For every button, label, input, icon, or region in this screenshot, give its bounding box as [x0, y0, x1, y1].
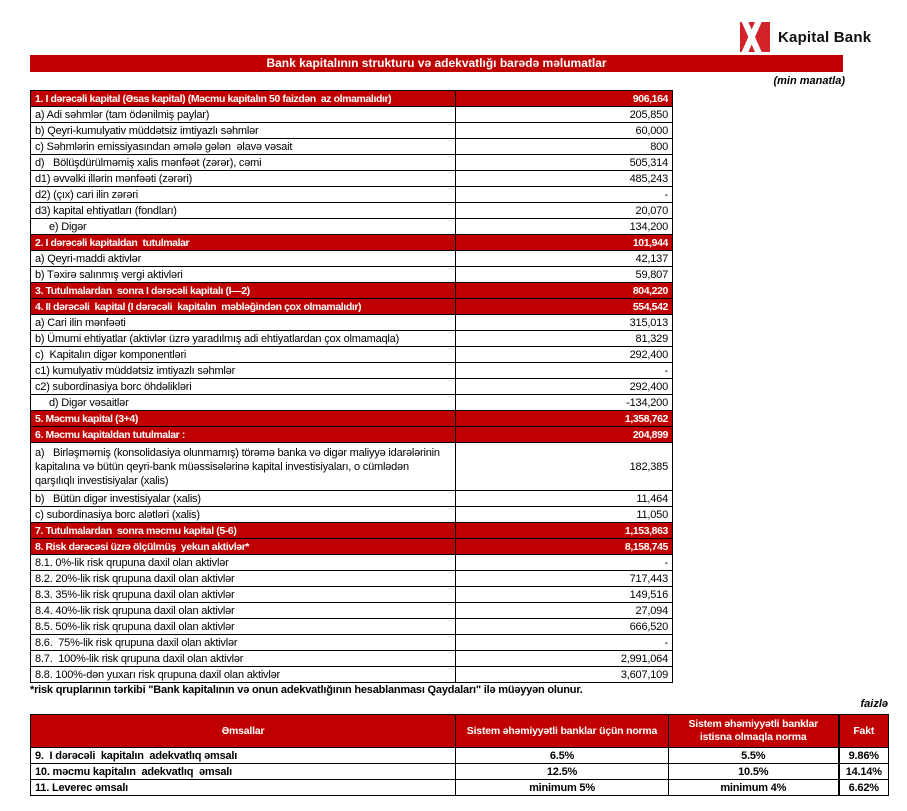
row-value: 8,158,745	[456, 539, 673, 555]
row-value: 1,153,863	[456, 523, 673, 539]
row-value: 11,050	[456, 507, 673, 523]
row-label: d) Bölüşdürülməmiş xalis mənfəət (zərər), cəmi	[31, 155, 456, 171]
row-label: c) Səhmlərin emissiyasından əmələ gələn əlavə vəsait	[31, 139, 456, 155]
row-label: c) subordinasiya borc alətləri (xalis)	[31, 507, 456, 523]
section-header-row	[31, 427, 673, 443]
table-row	[31, 363, 673, 379]
table-row	[31, 107, 673, 123]
row-value: 505,314	[456, 155, 673, 171]
ratio-row	[31, 764, 889, 780]
row-label: 8.3. 35%-lik risk qrupuna daxil olan aktivlər	[31, 587, 456, 603]
row-value: -	[456, 363, 673, 379]
row-label: 8.8. 100%-dən yuxarı risk qrupuna daxil olan aktivlər	[31, 667, 456, 683]
row-value: 485,243	[456, 171, 673, 187]
adequacy-ratios-table	[30, 714, 889, 796]
ratio-norm_systemic: 6.5%	[456, 748, 669, 764]
ratio-norm_non_systemic: 10.5%	[669, 764, 839, 780]
table-row	[31, 491, 673, 507]
table-row	[31, 331, 673, 347]
table-row	[31, 267, 673, 283]
table-row	[31, 555, 673, 571]
row-label: 4. II dərəcəli kapital (I dərəcəli kapitalın məbləğindən çox olmamalıdır)	[31, 299, 456, 315]
table-row	[31, 219, 673, 235]
systemic-norm-header: Sistem əhəmiyyətli banklar üçün norma	[456, 715, 669, 748]
table-row	[31, 443, 673, 491]
table-row	[31, 651, 673, 667]
percent-note: faizlə	[860, 698, 888, 710]
row-label: b) Təxirə salınmış vergi aktivləri	[31, 267, 456, 283]
row-value: 60,000	[456, 123, 673, 139]
row-label: 5. Məcmu kapital (3+4)	[31, 411, 456, 427]
row-value: 11,464	[456, 491, 673, 507]
row-label: 3. Tutulmalardan sonra I dərəcəli kapitalı (I—2)	[31, 283, 456, 299]
risk-groups-footnote: *risk qruplarının tərkibi "Bank kapitalının və onun adekvatlığının hesablanması Qaydaları" ilə müəyyən olunur.	[30, 684, 583, 696]
row-value: 101,944	[456, 235, 673, 251]
ratio-label: 9. I dərəcəli kapitalın adekvatlıq əmsalı	[31, 748, 456, 764]
row-value: 81,329	[456, 331, 673, 347]
table-row	[31, 395, 673, 411]
row-value: 292,400	[456, 347, 673, 363]
ratios-header: Əmsallar	[31, 715, 456, 748]
table-row	[31, 507, 673, 523]
row-value: 149,516	[456, 587, 673, 603]
row-label: 7. Tutulmalardan sonra məcmu kapital (5-6)	[31, 523, 456, 539]
ratio-header-row	[31, 715, 889, 748]
row-value: 717,443	[456, 571, 673, 587]
row-label: a) Cari ilin mənfəəti	[31, 315, 456, 331]
row-label: d1) əvvəlki illərin mənfəəti (zərəri)	[31, 171, 456, 187]
row-value: 20,070	[456, 203, 673, 219]
table-row	[31, 251, 673, 267]
row-label: 8.6. 75%-lik risk qrupuna daxil olan aktivlər	[31, 635, 456, 651]
row-label: 8.2. 20%-lik risk qrupuna daxil olan aktivlər	[31, 571, 456, 587]
table-row	[31, 203, 673, 219]
row-label: b) Ümumi ehtiyatlar (aktivlər üzrə yaradılmış adi ehtiyatlardan çox olmamaqla)	[31, 331, 456, 347]
row-value: 2,991,064	[456, 651, 673, 667]
ratio-label: 11. Leverec əmsalı	[31, 780, 456, 796]
table-row	[31, 171, 673, 187]
section-header-row	[31, 539, 673, 555]
ratio-fakt: 9.86%	[839, 748, 889, 764]
ratio-norm_non_systemic: 5.5%	[669, 748, 839, 764]
row-value: 804,220	[456, 283, 673, 299]
section-header-row	[31, 91, 673, 107]
main-table-body	[31, 91, 673, 683]
kapital-bank-logo	[740, 22, 871, 52]
ratio-row	[31, 780, 889, 796]
row-value: 315,013	[456, 315, 673, 331]
row-value: -134,200	[456, 395, 673, 411]
row-value: -	[456, 635, 673, 651]
row-value: -	[456, 187, 673, 203]
row-label: b) Qeyri-kumulyativ müddətsiz imtiyazlı səhmlər	[31, 123, 456, 139]
row-label: c2) subordinasiya borc öhdəlikləri	[31, 379, 456, 395]
unit-note: (min manatla)	[773, 75, 845, 87]
row-label: 6. Məcmu kapitaldan tutulmalar :	[31, 427, 456, 443]
table-row	[31, 123, 673, 139]
table-row	[31, 587, 673, 603]
row-label: c) Kapitalın digər komponentləri	[31, 347, 456, 363]
table-row	[31, 603, 673, 619]
section-header-row	[31, 283, 673, 299]
row-label: d) Digər vəsaitlər	[31, 395, 456, 411]
row-label: 8. Risk dərəcəsi üzrə ölçülmüş yekun aktivlər*	[31, 539, 456, 555]
row-label: b) Bütün digər investisiyalar (xalis)	[31, 491, 456, 507]
logo-wordmark: Kapital Bank	[778, 28, 872, 46]
section-header-row	[31, 299, 673, 315]
table-row	[31, 619, 673, 635]
row-value: 3,607,109	[456, 667, 673, 683]
ratio-row	[31, 748, 889, 764]
ratio-norm_non_systemic: minimum 4%	[669, 780, 839, 796]
row-label: a) Qeyri-maddi aktivlər	[31, 251, 456, 267]
row-value: 800	[456, 139, 673, 155]
section-header-row	[31, 235, 673, 251]
row-value: 205,850	[456, 107, 673, 123]
row-label: 1. I dərəcəli kapital (Əsas kapital) (Məcmu kapitalın 50 faizdən az olmamalıdır)	[31, 91, 456, 107]
row-label: c1) kumulyativ müddətsiz imtiyazlı səhmlər	[31, 363, 456, 379]
row-label: 8.4. 40%-lik risk qrupuna daxil olan aktivlər	[31, 603, 456, 619]
row-value: -	[456, 555, 673, 571]
row-value: 554,542	[456, 299, 673, 315]
row-label: a) Birləşməmiş (konsolidasiya olunmamış) törəmə banka və digər maliyyə idarələrinin kapitalına və bütün qeyri-bank müəssisələrinə kapital investisiyaları, o cümlədən qarşılıqlı investisiyalar (xalis)	[31, 443, 456, 491]
ratio-label: 10. məcmu kapitalın adekvatlıq əmsalı	[31, 764, 456, 780]
row-label: e) Digər	[31, 219, 456, 235]
row-value: 292,400	[456, 379, 673, 395]
row-value: 134,200	[456, 219, 673, 235]
kapital-bank-icon	[740, 22, 770, 52]
row-value: 666,520	[456, 619, 673, 635]
row-value: 59,807	[456, 267, 673, 283]
table-row	[31, 635, 673, 651]
row-label: 8.1. 0%-lik risk qrupuna daxil olan aktivlər	[31, 555, 456, 571]
table-row	[31, 347, 673, 363]
table-row	[31, 187, 673, 203]
row-value: 27,094	[456, 603, 673, 619]
row-label: 8.5. 50%-lik risk qrupuna daxil olan aktivlər	[31, 619, 456, 635]
table-row	[31, 571, 673, 587]
row-label: 8.7. 100%-lik risk qrupuna daxil olan aktivlər	[31, 651, 456, 667]
ratio-fakt: 6.62%	[839, 780, 889, 796]
capital-structure-table	[30, 90, 673, 683]
table-row	[31, 139, 673, 155]
row-label: 2. I dərəcəli kapitaldan tutulmalar	[31, 235, 456, 251]
ratio-fakt: 14.14%	[839, 764, 889, 780]
row-value: 182,385	[456, 443, 673, 491]
ratio-norm_systemic: 12.5%	[456, 764, 669, 780]
non-systemic-norm-header: Sistem əhəmiyyətli banklar istisna olmaqla norma	[669, 715, 839, 748]
row-label: d3) kapital ehtiyatları (fondları)	[31, 203, 456, 219]
row-value: 42,137	[456, 251, 673, 267]
row-label: a) Adi səhmlər (tam ödənilmiş paylar)	[31, 107, 456, 123]
table-row	[31, 667, 673, 683]
ratio-table-body	[31, 748, 889, 796]
ratio-norm_systemic: minimum 5%	[456, 780, 669, 796]
section-header-row	[31, 523, 673, 539]
table-row	[31, 155, 673, 171]
fakt-header: Fakt	[839, 715, 889, 748]
row-value: 906,164	[456, 91, 673, 107]
table-row	[31, 315, 673, 331]
section-header-row	[31, 411, 673, 427]
row-label: d2) (çıx) cari ilin zərəri	[31, 187, 456, 203]
row-value: 1,358,762	[456, 411, 673, 427]
row-value: 204,899	[456, 427, 673, 443]
table-row	[31, 379, 673, 395]
page-title: Bank kapitalının strukturu və adekvatlığı barədə məlumatlar	[30, 55, 843, 72]
